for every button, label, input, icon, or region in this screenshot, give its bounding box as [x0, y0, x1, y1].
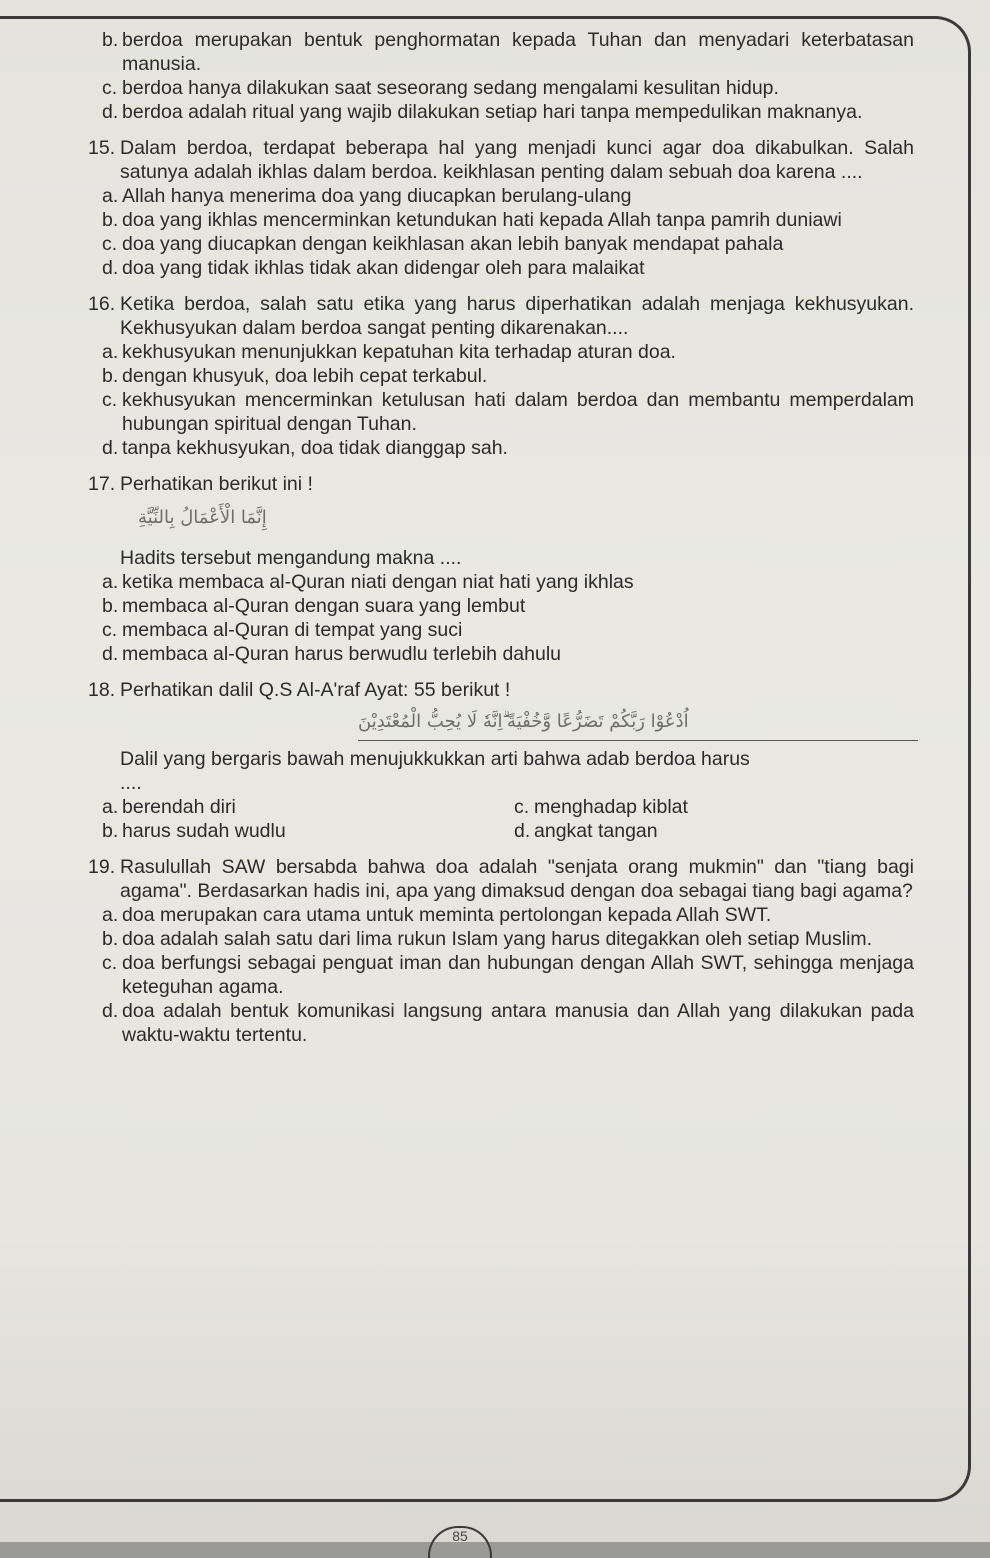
question-19 [88, 855, 914, 1047]
option-d: d. doa adalah bentuk komunikasi langsung antara manusia dan Allah yang dilakukan pada waktu-waktu tertentu. [102, 1000, 914, 1046]
option-c: c. menghadap kiblat [514, 796, 688, 818]
option-d: d. doa yang tidak ikhlas tidak akan didengar oleh para malaikat [102, 257, 645, 279]
arabic-hadith-text: إِنَّمَا الْأَعْمَالُ بِالنِّيَّةِ [138, 507, 267, 528]
option-b: b. membaca al-Quran dengan suara yang lembut [102, 595, 526, 617]
question-16 [88, 292, 914, 460]
option-a: a. kekhusyukan menunjukkan kepatuhan kita terhadap aturan doa. [102, 341, 676, 363]
option-c: c. berdoa hanya dilakukan saat seseorang sedang mengalami kesulitan hidup. [102, 77, 779, 99]
option-c: c. kekhusyukan mencerminkan ketulusan hati dalam berdoa dan membantu memperdalam hubungan spiritual dengan Tuhan. [102, 389, 914, 435]
question-stem: 16. Ketika berdoa, salah satu etika yang harus diperhatikan adalah menjaga kekhusyukan. Kekhusyukan dalam berdoa sangat penting dikarenakan.... [88, 293, 914, 339]
option-c: c. membaca al-Quran di tempat yang suci [102, 619, 463, 641]
page-number: 85 [428, 1526, 492, 1558]
question-stem: 15. Dalam berdoa, terdapat beberapa hal yang menjadi kunci agar doa dikabulkan. Salah satunya adalah ikhlas dalam berdoa. keikhlasan penting dalam sebuah doa karena .... [88, 137, 914, 183]
option-a: a. doa merupakan cara utama untuk meminta pertolongan kepada Allah SWT. [102, 904, 772, 926]
option-b: b. dengan khusyuk, doa lebih cepat terkabul. [102, 365, 488, 387]
option-b: b. harus sudah wudlu [102, 820, 286, 842]
option-d: d. membaca al-Quran harus berwudlu terlebih dahulu [102, 643, 561, 665]
question-14-continued [88, 28, 914, 124]
option-d: d. tanpa kekhusyukan, doa tidak dianggap sah. [102, 437, 508, 459]
option-d: d. berdoa adalah ritual yang wajib dilakukan setiap hari tanpa mempedulikan maknanya. [102, 101, 863, 123]
arabic-verse-text: اُدْعُوْا رَبَّكُمْ تَضَرُّعًا وَّخُفْيَةً ۗاِنَّهٗ لَا يُحِبُّ الْمُعْتَدِيْنَ [358, 710, 918, 741]
question-stem: 17. Perhatikan berikut ini ! [88, 473, 313, 495]
question-stem: 18. Perhatikan dalil Q.S Al-A'raf Ayat: 55 berikut ! [88, 679, 511, 701]
option-c: c. doa berfungsi sebagai penguat iman dan hubungan dengan Allah SWT, sehingga menjaga keteguhan agama. [102, 952, 914, 998]
option-c: c. doa yang diucapkan dengan keikhlasan akan lebih banyak mendapat pahala [102, 233, 784, 255]
question-list [88, 28, 914, 1059]
question-stem: 19. Rasulullah SAW bersabda bahwa doa adalah "senjata orang mukmin" dan "tiang bagi agama". Berdasarkan hadis ini, apa yang dimaksud dengan doa sebagai tiang bagi agama? [88, 856, 914, 902]
option-b: b. doa yang ikhlas mencerminkan ketundukan hati kepada Allah tanpa pamrih duniawi [102, 209, 842, 231]
option-a: a. Allah hanya menerima doa yang diucapkan berulang-ulang [102, 185, 632, 207]
question-blank: .... [120, 772, 142, 794]
option-a: a. berendah diri [102, 796, 236, 818]
question-prompt: Hadits tersebut mengandung makna .... [120, 547, 462, 569]
option-b: b. doa adalah salah satu dari lima rukun Islam yang harus ditegakkan oleh setiap Muslim. [102, 928, 873, 950]
question-18 [88, 678, 914, 843]
question-prompt: Dalil yang bergaris bawah menujukkukkan arti bahwa adab berdoa harus [120, 748, 750, 770]
options-grid [102, 795, 914, 843]
option-a: a. ketika membaca al-Quran niati dengan niat hati yang ikhlas [102, 571, 634, 593]
question-17 [88, 472, 914, 666]
question-15 [88, 136, 914, 280]
option-d: d. angkat tangan [514, 820, 658, 842]
option-b: b. berdoa merupakan bentuk penghormatan kepada Tuhan dan menyadari keterbatasan manusia. [102, 29, 914, 75]
